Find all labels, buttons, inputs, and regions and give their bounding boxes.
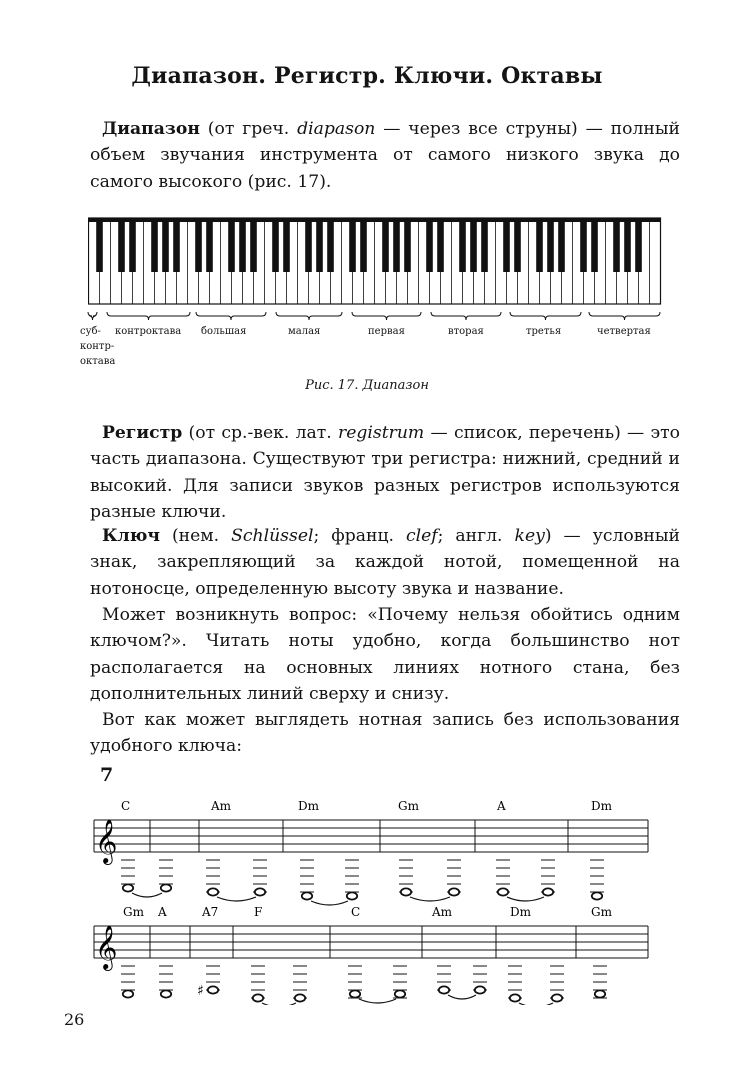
black-key bbox=[558, 218, 565, 272]
octave-braces bbox=[0, 310, 734, 324]
black-key bbox=[162, 218, 169, 272]
black-key bbox=[635, 218, 642, 272]
chord-symbol: Am bbox=[211, 799, 232, 813]
whole-note bbox=[595, 990, 605, 997]
tie bbox=[359, 999, 396, 1003]
octave-brace bbox=[88, 312, 97, 320]
black-key bbox=[459, 218, 466, 272]
black-key bbox=[437, 218, 444, 272]
octave-brace bbox=[276, 312, 342, 320]
whole-note bbox=[439, 986, 449, 993]
chord-symbol: Am bbox=[432, 905, 453, 919]
chord-symbol: Dm bbox=[510, 905, 531, 919]
paragraph-question: Может возникнуть вопрос: «Почему нельзя обойтись одним ключом?». Читать ноты удобно, когда большинство нот располагается на основных линиях нотного стана, без дополнительных линий сверху и снизу. bbox=[90, 605, 680, 704]
black-key bbox=[426, 218, 433, 272]
chord-symbol: Gm bbox=[123, 905, 144, 919]
whole-note bbox=[498, 888, 508, 895]
black-key bbox=[514, 218, 521, 272]
whole-note bbox=[255, 888, 265, 895]
black-key bbox=[503, 218, 510, 272]
whole-note bbox=[350, 990, 360, 997]
octave-brace bbox=[431, 312, 501, 320]
black-key bbox=[239, 218, 246, 272]
paragraph-register: Регистр (от ср.-век. лат. registrum — список, перечень) — это часть диапазона. Существуют три регистра: нижний, средний и высокий. Для записи звуков разных регистров используются разные ключи. bbox=[90, 423, 680, 522]
black-key bbox=[404, 218, 411, 272]
whole-note bbox=[123, 884, 133, 891]
whole-note bbox=[552, 994, 562, 1001]
page-title: Диапазон. Регистр. Ключи. Октавы bbox=[131, 63, 603, 89]
black-key bbox=[547, 218, 554, 272]
octave-brace bbox=[196, 312, 266, 320]
black-key bbox=[624, 218, 631, 272]
black-key bbox=[250, 218, 257, 272]
piano-keyboard-figure bbox=[88, 216, 666, 306]
black-key bbox=[360, 218, 367, 272]
tie bbox=[519, 1003, 553, 1005]
black-key bbox=[580, 218, 587, 272]
whole-note bbox=[123, 990, 133, 997]
black-key bbox=[536, 218, 543, 272]
sharp-icon: ♯ bbox=[197, 983, 204, 999]
black-key bbox=[228, 218, 235, 272]
whole-note bbox=[161, 990, 171, 997]
black-key bbox=[305, 218, 312, 272]
chord-symbol: Dm bbox=[298, 799, 319, 813]
black-key bbox=[481, 218, 488, 272]
black-key bbox=[206, 218, 213, 272]
staff-system bbox=[94, 799, 648, 905]
whole-note bbox=[347, 892, 357, 899]
whole-note bbox=[253, 994, 263, 1001]
octave-label: большая bbox=[201, 326, 247, 337]
black-key bbox=[349, 218, 356, 272]
whole-note bbox=[295, 994, 305, 1001]
music-score bbox=[0, 790, 734, 1005]
whole-note bbox=[543, 888, 553, 895]
whole-note bbox=[449, 888, 459, 895]
chord-symbol: C bbox=[351, 905, 361, 919]
octave-label: первая bbox=[368, 326, 405, 337]
black-key bbox=[470, 218, 477, 272]
black-key bbox=[393, 218, 400, 272]
whole-note bbox=[208, 986, 218, 993]
tie bbox=[217, 897, 256, 901]
octave-brace bbox=[107, 312, 190, 320]
octave-label: суб- контр- октава bbox=[80, 326, 116, 367]
tie bbox=[410, 897, 450, 901]
octave-brace bbox=[510, 312, 581, 320]
paragraph-diapason: Диапазон (от греч. diapason — через все струны) — полный объем звучания инструмента от самого низкого звука до самого высокого (рис. 17). bbox=[90, 119, 680, 192]
chord-symbol: Dm bbox=[591, 799, 612, 813]
black-key bbox=[173, 218, 180, 272]
octave-label: третья bbox=[526, 326, 562, 337]
tie bbox=[448, 995, 476, 999]
whole-note bbox=[592, 892, 602, 899]
term-register: Регистр bbox=[102, 423, 183, 443]
whole-note bbox=[475, 986, 485, 993]
whole-note bbox=[395, 990, 405, 997]
staff-system bbox=[94, 905, 648, 1005]
octave-brace bbox=[589, 312, 660, 320]
term-diapason: Диапазон bbox=[102, 119, 200, 139]
chord-symbol: A7 bbox=[202, 905, 219, 919]
page-number: 26 bbox=[64, 1010, 85, 1029]
chord-symbol: Gm bbox=[398, 799, 419, 813]
black-key bbox=[382, 218, 389, 272]
paragraph-lead-in: Вот как может выглядеть нотная запись без использования удобного ключа: bbox=[90, 710, 680, 757]
black-key bbox=[96, 218, 103, 272]
black-key bbox=[283, 218, 290, 272]
black-key bbox=[129, 218, 136, 272]
chord-symbol: C bbox=[121, 799, 131, 813]
black-key bbox=[272, 218, 279, 272]
whole-note bbox=[510, 994, 520, 1001]
chord-symbol: A bbox=[158, 905, 167, 919]
black-key bbox=[118, 218, 125, 272]
chord-symbol: Gm bbox=[591, 905, 612, 919]
chord-symbol: F bbox=[254, 905, 263, 919]
paragraph-clef: Ключ (нем. Schlüssel; франц. clef; англ. key) — условный знак, закрепляющий за каждой нотой, помещенной на нотоносце, определенную высоту звука и название. bbox=[90, 526, 680, 599]
whole-note bbox=[401, 888, 411, 895]
black-key bbox=[195, 218, 202, 272]
example-number: 7 bbox=[100, 764, 114, 786]
term-clef: Ключ bbox=[102, 526, 160, 546]
treble-clef-icon: 𝄞 bbox=[95, 819, 118, 863]
whole-note bbox=[161, 884, 171, 891]
octave-label: вторая bbox=[448, 326, 484, 337]
figure-caption: Рис. 17. Диапазон bbox=[305, 378, 429, 393]
black-key bbox=[151, 218, 158, 272]
black-key bbox=[591, 218, 598, 272]
whole-note bbox=[302, 892, 312, 899]
tie bbox=[262, 1003, 296, 1005]
octave-label: контроктава bbox=[115, 326, 182, 337]
octave-label: малая bbox=[288, 326, 321, 337]
octave-brace bbox=[352, 312, 421, 320]
tie bbox=[132, 893, 162, 897]
tie bbox=[311, 901, 348, 905]
black-key bbox=[613, 218, 620, 272]
black-key bbox=[327, 218, 334, 272]
tie bbox=[507, 897, 544, 901]
octave-label: четвертая bbox=[597, 326, 651, 337]
treble-clef-icon: 𝄞 bbox=[95, 925, 118, 969]
whole-note bbox=[208, 888, 218, 895]
black-key bbox=[316, 218, 323, 272]
chord-symbol: A bbox=[497, 799, 506, 813]
